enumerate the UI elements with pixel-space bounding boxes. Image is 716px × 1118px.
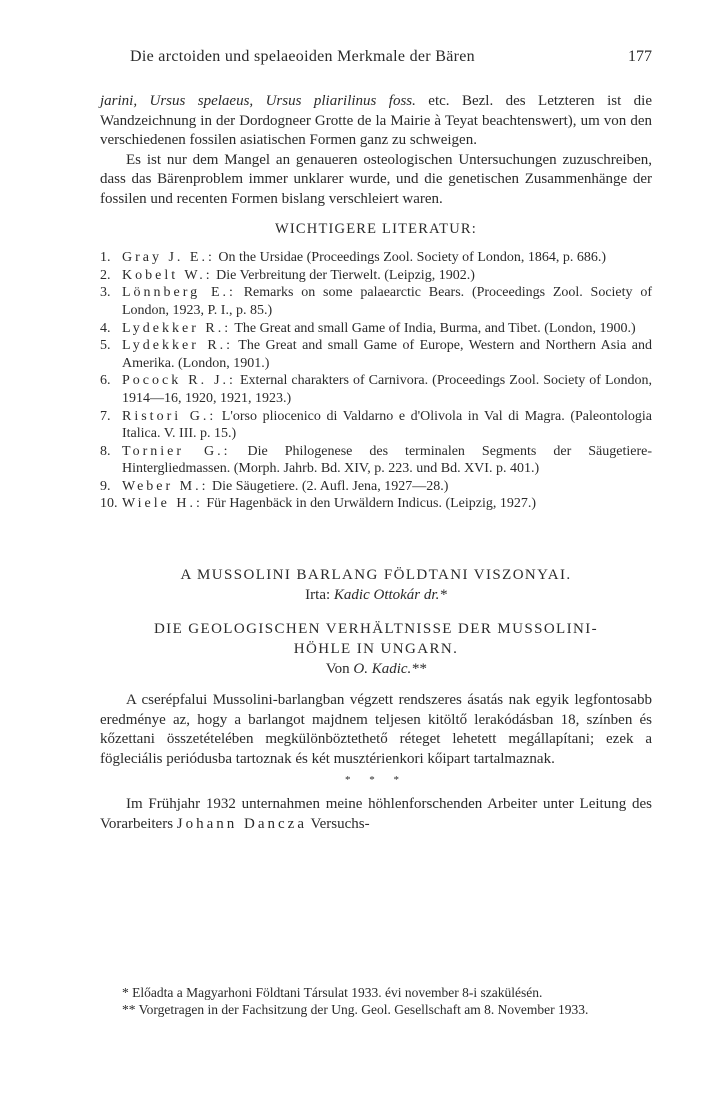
reference-item (100, 443, 652, 478)
reference-number: 2. (100, 267, 111, 283)
reference-author: Lydekker R.: (122, 320, 232, 336)
reference-list (100, 249, 652, 513)
page-number: 177 (628, 48, 652, 65)
reference-number: 10. (100, 496, 118, 512)
reference-item (100, 372, 652, 407)
reference-author: Tornier G.: (122, 443, 231, 459)
reference-text: Für Hagenbäck in den Urwäldern Indicus. (Leipzig, 1927.) (202, 496, 537, 512)
reference-text: Remarks on some palaearctic Bears. (Proceedings Zool. Society of London, 1923, P. I., p. 85.) (122, 285, 652, 318)
reference-number: 8. (100, 443, 111, 459)
reference-number: 5. (100, 338, 111, 354)
body-text (100, 92, 652, 834)
person-name: Johann Dancza (176, 815, 307, 832)
author-name: Kadic Ottokár dr.* (333, 587, 447, 604)
reference-item (100, 267, 652, 285)
german-paragraph-end: Versuchs- (307, 815, 370, 832)
reference-text: The Great and small Game of India, Burma, and Tibet. (London, 1900.) (231, 320, 636, 336)
reference-text: L'orso pliocenico di Valdarno e d'Olivola in Val di Magra. (Paleontologia Italica. V. III. p. 15.) (122, 408, 652, 442)
footnote-1: * Előadta a Magyarhoni Földtani Társulat 1933. évi november 8-i szakülésén. (122, 985, 543, 1000)
reference-text: Die Säugetiere. (2. Aufl. Jena, 1927—28.) (208, 478, 449, 494)
reference-author: Pocock R. J.: (122, 373, 236, 389)
reference-text: External charakters of Carnivora. (Proceedings Zool. Society of London, 1914—16, 1920, 1921, 1923.) (122, 373, 653, 406)
footnote-2: ** Vorgetragen in der Fachsitzung der Ung. Geol. Gesellschaft am 8. November 1933. (122, 1002, 589, 1017)
reference-item (100, 495, 652, 513)
reference-item (100, 478, 652, 496)
reference-author: Ristori G.: (122, 408, 217, 424)
german-paragraph (100, 795, 652, 834)
reference-text: The Great and small Game of Europe, Western and Northern Asia and Amerika. (London, 1901.) (122, 338, 652, 371)
byline-prefix: Irta: (305, 587, 334, 604)
reference-item (100, 284, 652, 319)
reference-number: 4. (100, 320, 111, 336)
reference-item (100, 249, 652, 267)
intro-paragraph-2: Es ist nur dem Mangel an genaueren osteologischen Untersuchungen zuzuschreiben, dass das Bärenproblem immer unklarer wurde, und die genetischen Zusammenhänge der fossilen und recenten Formen bislang verschleiert waren. (100, 151, 652, 207)
reference-author: Weber M.: (122, 478, 209, 494)
reference-number: 6. (100, 373, 111, 389)
literature-heading: WICHTIGERE LITERATUR: (275, 220, 477, 237)
reference-number: 9. (100, 478, 111, 494)
reference-text: On the Ursidae (Proceedings Zool. Society of London, 1864, p. 686.) (214, 250, 607, 266)
reference-item (100, 408, 652, 443)
article-title-german-line-2: HÖHLE IN UNGARN. (293, 641, 459, 658)
german-paragraph-text: Im Frühjahr 1932 unternahmen meine höhlenforschenden Arbeiter unter Leitung des Vorarbeiters (100, 796, 652, 832)
intro-paragraph-1 (100, 92, 652, 151)
reference-author: Gray J. E.: (122, 250, 215, 266)
article-title-hungarian: A MUSSOLINI BARLANG FÖLDTANI VISZONYAI. (180, 567, 572, 584)
byline-hungarian (100, 585, 652, 605)
reference-item (100, 337, 652, 372)
article-title-german-line-1: DIE GEOLOGISCHEN VERHÄLTNISSE DER MUSSOLINI- (153, 621, 599, 638)
running-header (100, 48, 652, 72)
byline-prefix: Von (325, 661, 354, 678)
reference-author: Lönnberg E.: (122, 285, 236, 301)
running-title: Die arctoiden und spelaeoiden Merkmale der Bären (130, 48, 475, 65)
byline-german (100, 659, 652, 679)
section-separator: * * * (345, 774, 407, 787)
footnotes (100, 984, 652, 1018)
reference-author: Lydekker R.: (122, 338, 234, 354)
reference-number: 7. (100, 408, 111, 424)
reference-number: 1. (100, 250, 111, 266)
reference-number: 3. (100, 285, 111, 301)
reference-author: Kobelt W.: (122, 267, 213, 283)
reference-text: Die Verbreitung der Tierwelt. (Leipzig, 1902.) (212, 267, 475, 283)
hungarian-abstract-paragraph: A cserépfalui Mussolini-barlangban végzett rendszeres ásatás nak egyik legfontosabb eredménye az, hogy a barlangot majdnem teljesen kitöltő lerakódásban 18, színben és kőzettani összetételében megkülönböztethető réteget lehetett megállapítani; ezek a fögleciális periódusba tartoznak és két musztérienkori kőipart tartalmaznak. (100, 692, 652, 767)
reference-author: Wiele H.: (122, 496, 203, 512)
species-names: jarini, Ursus spelaeus, Ursus pliarilinus foss. (100, 93, 416, 109)
intro-paragraph-1-text: etc. Bezl. des Letzteren ist die Wandzeichnung in der Dordogneer Grotte de la Mairie à Teyat beachtenswert), um von den verschiedenen fossilen asiatischen Formen ganz zu schweigen. (100, 93, 652, 149)
reference-text: Die Philogenese des terminalen Segments der Säugetiere-Hintergliedmassen. (Morph. Jahrb. Bd. XIV, p. 223. und Bd. XVI. p. 401.) (122, 443, 652, 477)
author-name: O. Kadic.** (353, 661, 427, 678)
reference-item (100, 320, 652, 338)
